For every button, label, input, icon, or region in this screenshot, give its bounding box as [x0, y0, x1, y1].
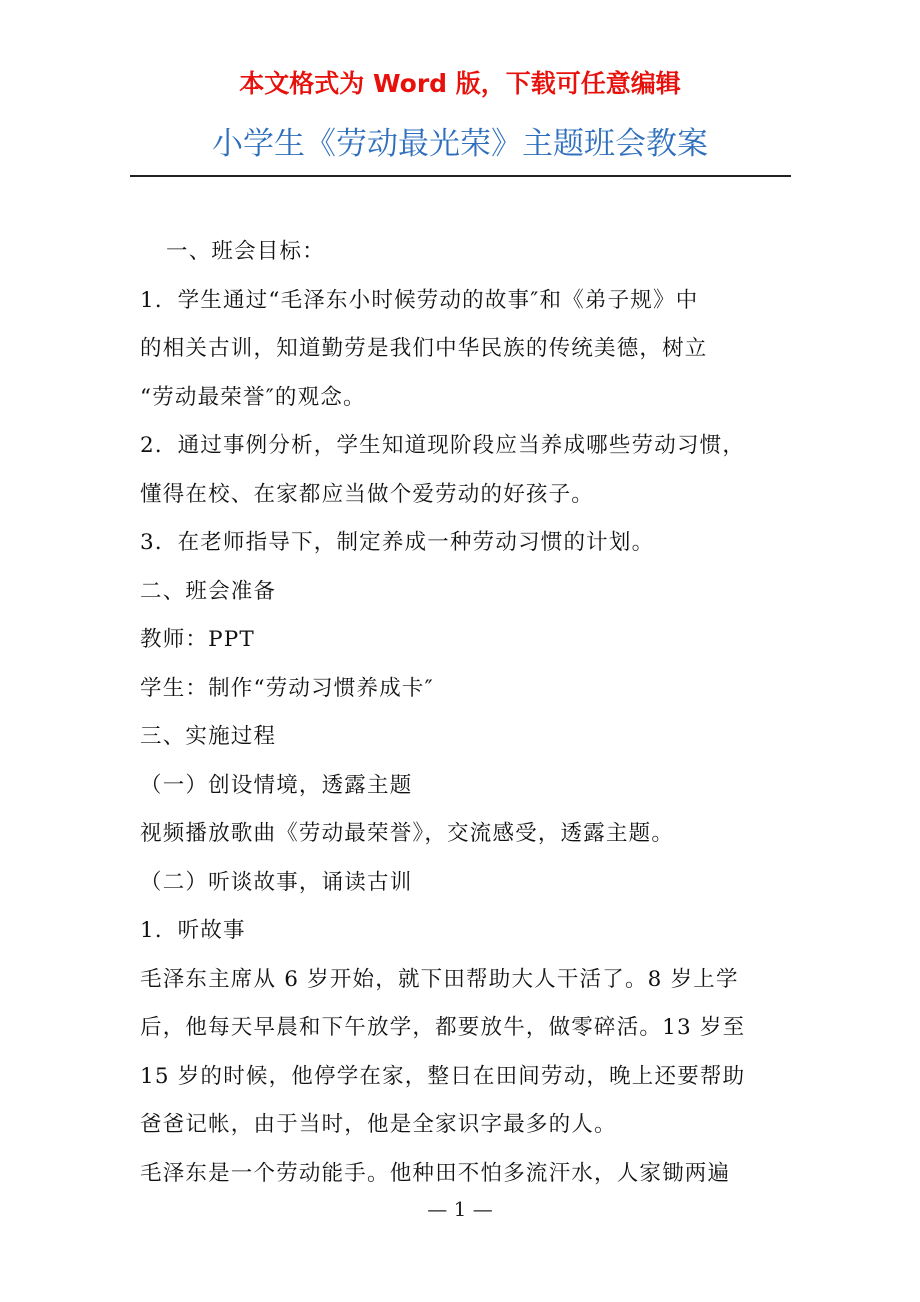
paragraph-line: 3．在老师指导下，制定养成一种劳动习惯的计划。 [140, 530, 655, 555]
paragraph-line: 的相关古训，知道勤劳是我们中华民族的传统美德，树立 [140, 336, 708, 361]
paragraph-line: 毛泽东主席从 6 岁开始，就下田帮助大人干活了。8 岁上学 [140, 966, 739, 992]
paragraph-line: 学生：制作“劳动习惯养成卡″ [140, 675, 434, 701]
page-number: — 1 — [427, 1197, 493, 1221]
paragraph-line: 后，他每天早晨和下午放学，都要放牛，做零碎活。13 岁至 [140, 1015, 746, 1040]
paragraph-line: 懂得在校、在家都应当做个爱劳动的好孩子。 [140, 481, 595, 507]
document-body [140, 228, 790, 1198]
section-heading-goals: 一、班会目标： [166, 239, 325, 264]
document-title: 小学生《劳动最光荣》主题班会教案 [212, 126, 708, 162]
title-divider [130, 175, 791, 177]
paragraph-line: 15 岁的时候，他停学在家，整日在田间劳动，晚上还要帮助 [140, 1063, 746, 1089]
paragraph-line: “劳动最荣誉″的观念。 [140, 384, 366, 410]
subsection-heading: （二）听谈故事，诵读古训 [140, 869, 413, 895]
section-heading-process: 三、实施过程 [140, 724, 277, 749]
paragraph-line: 1．听故事 [140, 918, 246, 943]
paragraph-line: 视频播放歌曲《劳动最荣誉》，交流感受，透露主题。 [140, 821, 675, 846]
paragraph-line: 爸爸记帐，由于当时，他是全家识字最多的人。 [140, 1112, 617, 1137]
section-heading-preparation: 二、班会准备 [140, 578, 277, 604]
paragraph-line: 2．通过事例分析，学生知道现阶段应当养成哪些劳动习惯， [140, 433, 746, 458]
format-notice: 本文格式为 Word 版，下载可任意编辑 [239, 69, 681, 98]
paragraph-line: 毛泽东是一个劳动能手。他种田不怕多流汗水，人家锄两遍 [140, 1160, 731, 1186]
paragraph-line: 教师：PPT [140, 627, 255, 652]
paragraph-line: 1．学生通过“毛泽东小时候劳动的故事″和《弟子规》中 [140, 287, 699, 313]
subsection-heading: （一）创设情境，透露主题 [140, 772, 413, 798]
